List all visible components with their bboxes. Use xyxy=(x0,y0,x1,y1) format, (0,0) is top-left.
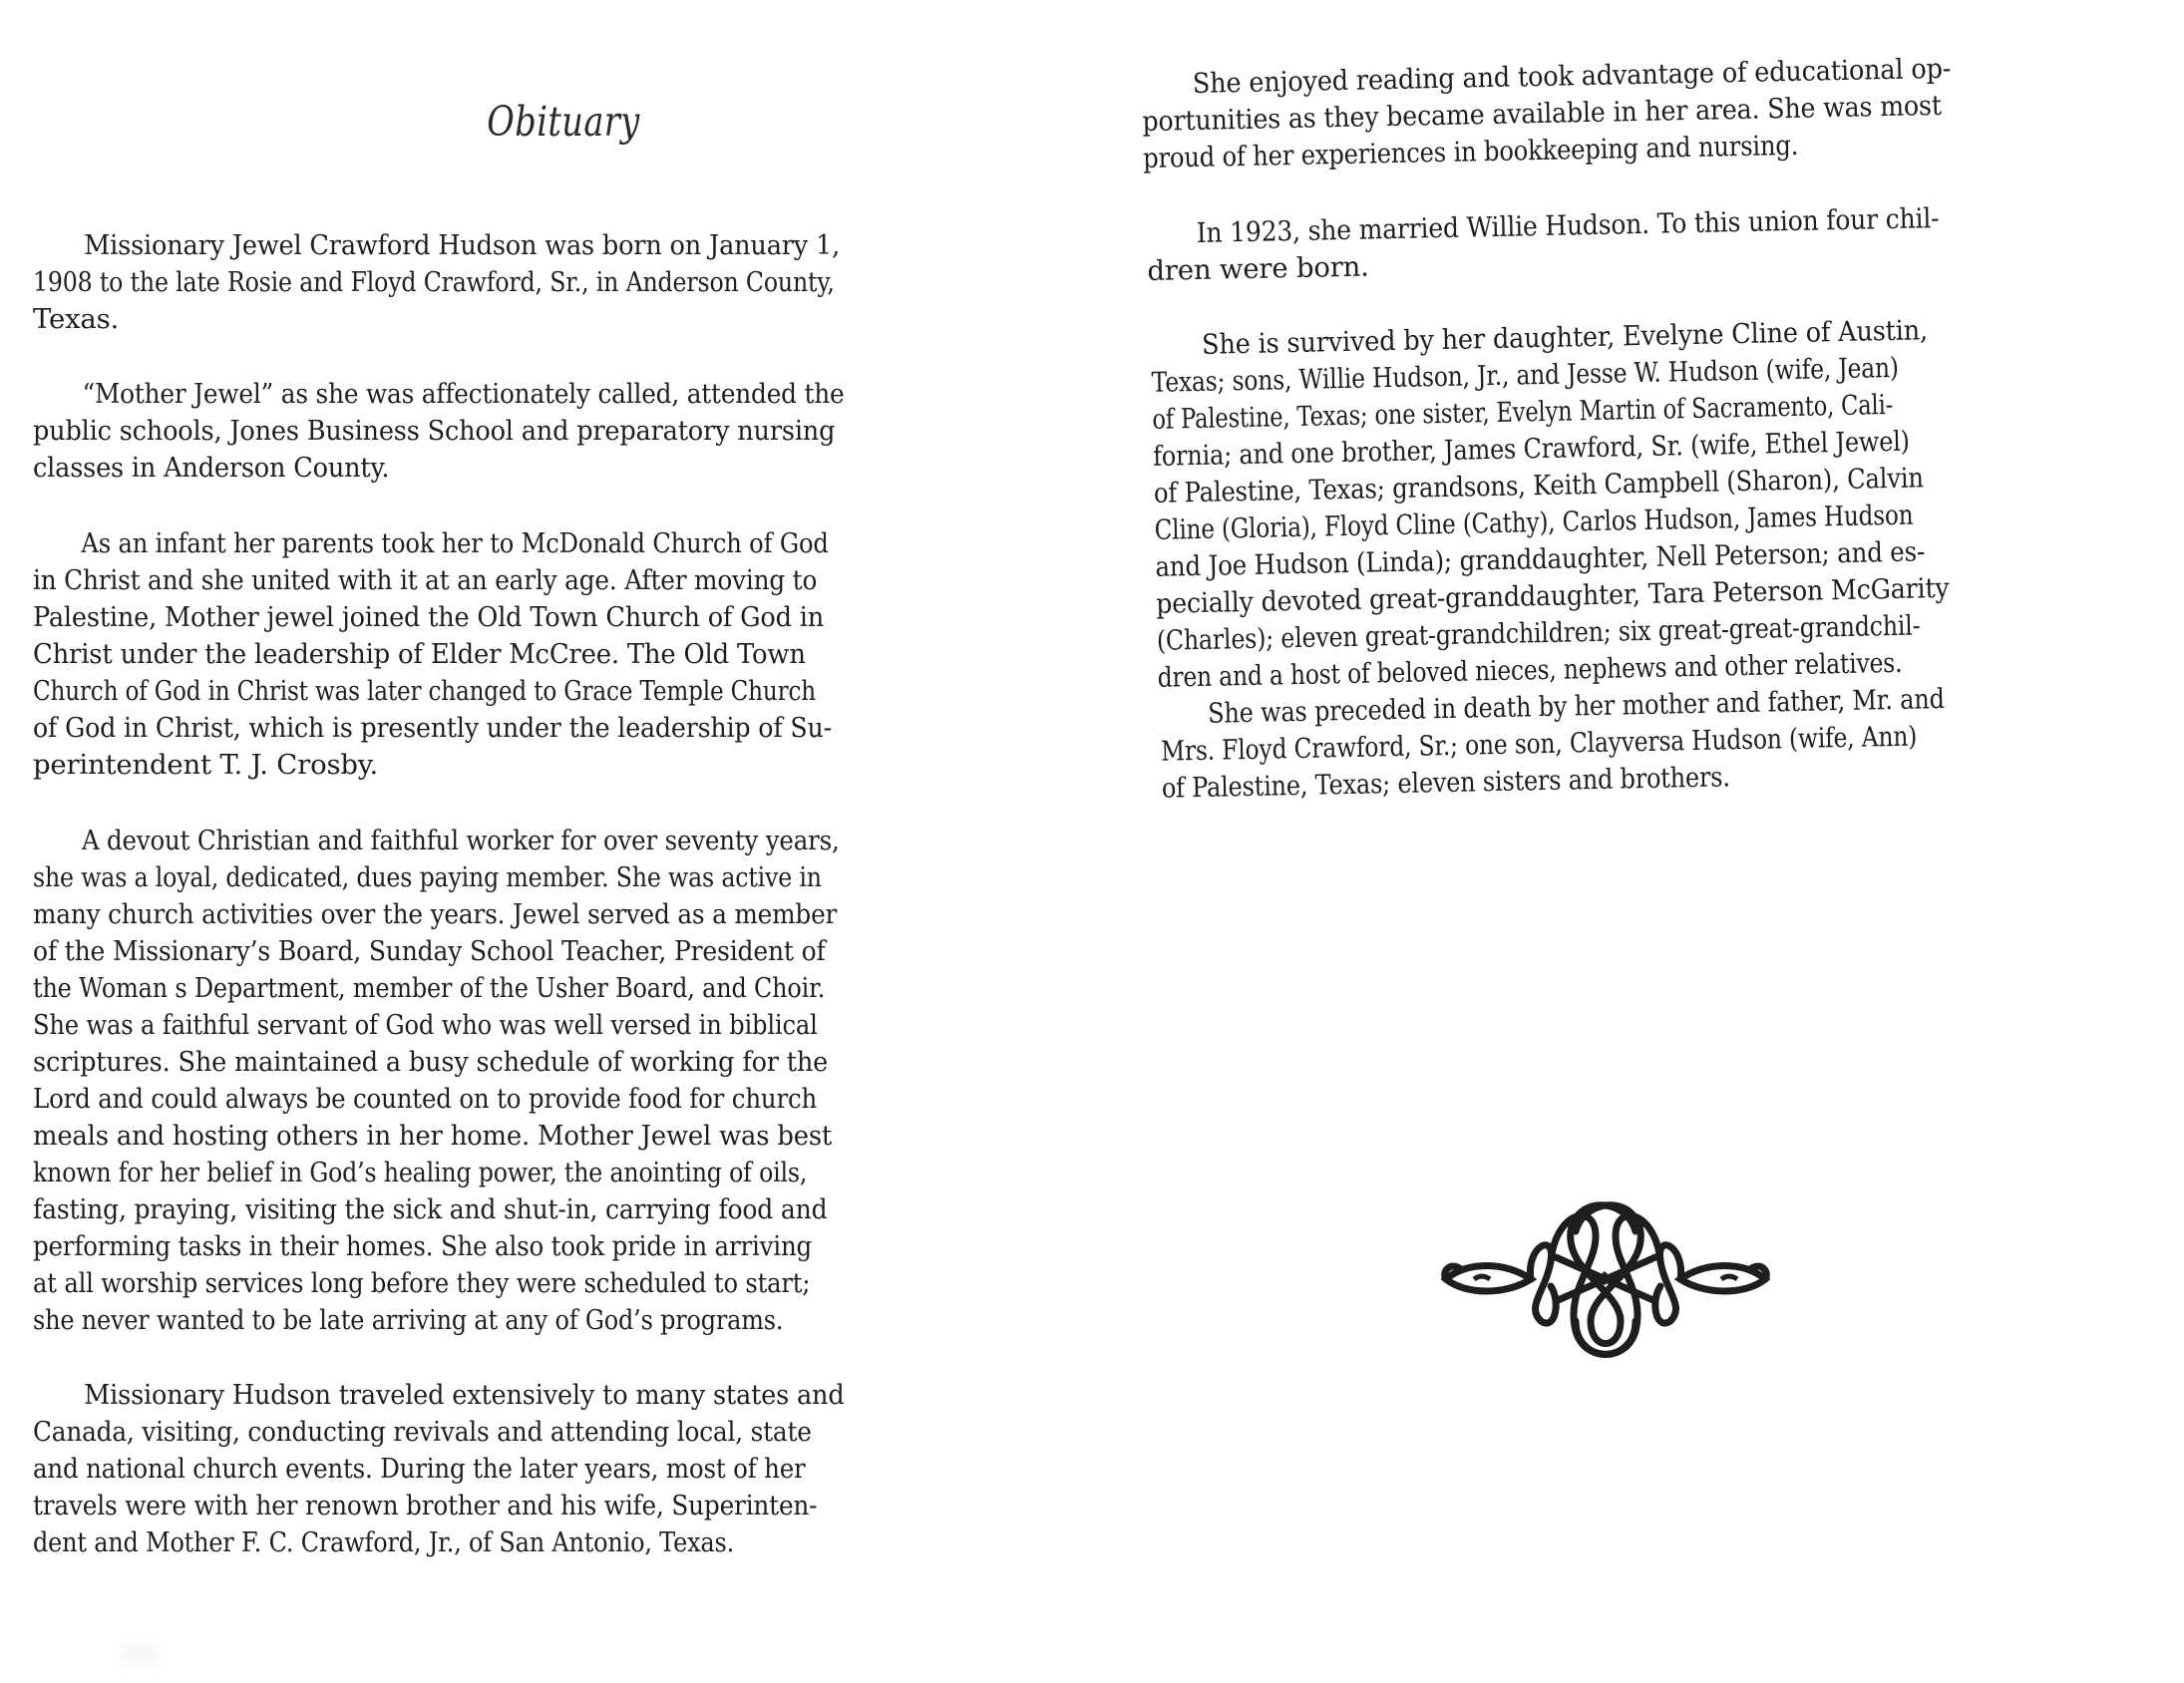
text-line: “Mother Jewel” as she was affectionately called, attended the xyxy=(82,378,845,410)
text-line: Church of God in Christ was later changed to Grace Temple Church xyxy=(33,675,816,707)
paragraph-service xyxy=(33,823,940,1339)
text-line: classes in Anderson County. xyxy=(33,452,390,484)
text-line: of Palestine, Texas; grandsons, Keith Campbell (Sharon), Calvin xyxy=(1153,462,1925,509)
text-line: She enjoyed reading and took advantage of educational op- xyxy=(1192,52,1952,100)
text-line: and Joe Hudson (Linda); granddaughter, Nell Peterson; and es- xyxy=(1155,535,1926,583)
text-line: She is survived by her daughter, Evelyne Cline of Austin, xyxy=(1201,314,1929,361)
paragraph-reading xyxy=(1141,49,2040,177)
text-line: She was a faithful servant of God who was well versed in biblical xyxy=(33,1009,818,1041)
paragraph-travels xyxy=(33,1377,940,1561)
text-line: she was a loyal, dedicated, dues paying member. She was active in xyxy=(33,861,822,893)
text-line: dren and a host of beloved nieces, nephews and other relatives. xyxy=(1157,646,1903,694)
text-line: (Charles); eleven great-grandchildren; six great-great-grandchil- xyxy=(1156,609,1921,657)
text-line: Palestine, Mother jewel joined the Old Town Church of God in xyxy=(33,601,825,633)
text-line: of God in Christ, which is presently under the leadership of Su- xyxy=(33,712,833,744)
text-line: she never wanted to be late arriving at any of God’s programs. xyxy=(33,1304,784,1336)
text-line: Canada, visiting, conducting revivals and attending local, state xyxy=(33,1416,812,1448)
text-line: of Palestine, Texas; one sister, Evelyn Martin of Sacramento, Cali- xyxy=(1152,388,1894,436)
text-line: She was preceded in death by her mother and father, Mr. and xyxy=(1207,682,1946,730)
text-line: public schools, Jones Business School and preparatory nursing xyxy=(33,415,836,447)
text-line: the Woman s Department, member of the Usher Board, and Choir. xyxy=(33,972,826,1004)
page-title: Obituary xyxy=(487,98,640,146)
right-page xyxy=(1092,0,2184,1683)
text-line: meals and hosting others in her home. Mother Jewel was best xyxy=(33,1120,833,1152)
text-line: of the Missionary’s Board, Sunday School Teacher, President of xyxy=(33,935,826,967)
right-page-text xyxy=(1092,0,2184,897)
text-line: of Palestine, Texas; eleven sisters and brothers. xyxy=(1161,761,1731,805)
paragraph-birth xyxy=(33,227,940,338)
text-line: Missionary Hudson traveled extensively to many states and xyxy=(84,1379,845,1411)
text-line: Lord and could always be counted on to provide food for church xyxy=(33,1083,818,1115)
text-line: pecially devoted great-granddaughter, Tara Peterson McGarity xyxy=(1155,571,1950,620)
text-line: Texas. xyxy=(33,303,120,335)
text-line: travels were with her renown brother and his wife, Superinten- xyxy=(33,1490,818,1521)
text-line: dent and Mother F. C. Crawford, Jr., of San Antonio, Texas. xyxy=(33,1526,735,1558)
text-line: In 1923, she married Willie Hudson. To this union four chil- xyxy=(1196,202,1940,249)
scan-speck xyxy=(110,1635,170,1675)
text-line: portunities as they became available in her area. She was most xyxy=(1142,89,1943,139)
text-line: known for her belief in God’s healing power, the anointing of oils, xyxy=(33,1157,808,1188)
text-line: dren were born. xyxy=(1147,250,1369,287)
text-line: Missionary Jewel Crawford Hudson was born on January 1, xyxy=(84,229,841,261)
paragraph-marriage xyxy=(1146,198,2044,290)
text-line: fornia; and one brother, James Crawford, Sr. (wife, Ethel Jewel) xyxy=(1152,425,1911,473)
paragraph-church xyxy=(33,525,940,784)
text-line: in Christ and she united with it at an early age. After moving to xyxy=(33,564,818,596)
paragraph-preceded xyxy=(1160,679,2059,808)
text-line: and national church events. During the later years, most of her xyxy=(33,1453,806,1485)
text-line: fasting, praying, visiting the sick and shut-in, carrying food and xyxy=(33,1193,828,1225)
paragraph-survivors xyxy=(1151,310,2055,697)
text-line: Texas; sons, Willie Hudson, Jr., and Jesse W. Hudson (wife, Jean) xyxy=(1151,351,1900,399)
text-line: scriptures. She maintained a busy schedule of working for the xyxy=(33,1046,829,1078)
text-line: Christ under the leadership of Elder McCree. The Old Town xyxy=(33,638,806,670)
text-line: performing tasks in their homes. She also took pride in arriving xyxy=(33,1230,813,1262)
text-line: Cline (Gloria), Floyd Cline (Cathy), Carlos Hudson, James Hudson xyxy=(1154,499,1914,546)
text-line: A devout Christian and faithful worker for over seventy years, xyxy=(81,825,840,856)
text-line: 1908 to the late Rosie and Floyd Crawford, Sr., in Anderson County, xyxy=(33,266,835,298)
text-line: proud of her experiences in bookkeeping and nursing. xyxy=(1142,129,1799,175)
text-line: As an infant her parents took her to McDonald Church of God xyxy=(81,527,829,559)
calligraphic-flourish-icon xyxy=(1436,1191,1775,1371)
text-line: Mrs. Floyd Crawford, Sr.; one son, Clayversa Hudson (wife, Ann) xyxy=(1160,720,1918,768)
text-line: perintendent T. J. Crosby. xyxy=(33,749,378,781)
paragraph-education xyxy=(33,376,940,487)
text-line: at all worship services long before they were scheduled to start; xyxy=(33,1267,811,1299)
text-line: many church activities over the years. Jewel served as a member xyxy=(33,898,838,930)
